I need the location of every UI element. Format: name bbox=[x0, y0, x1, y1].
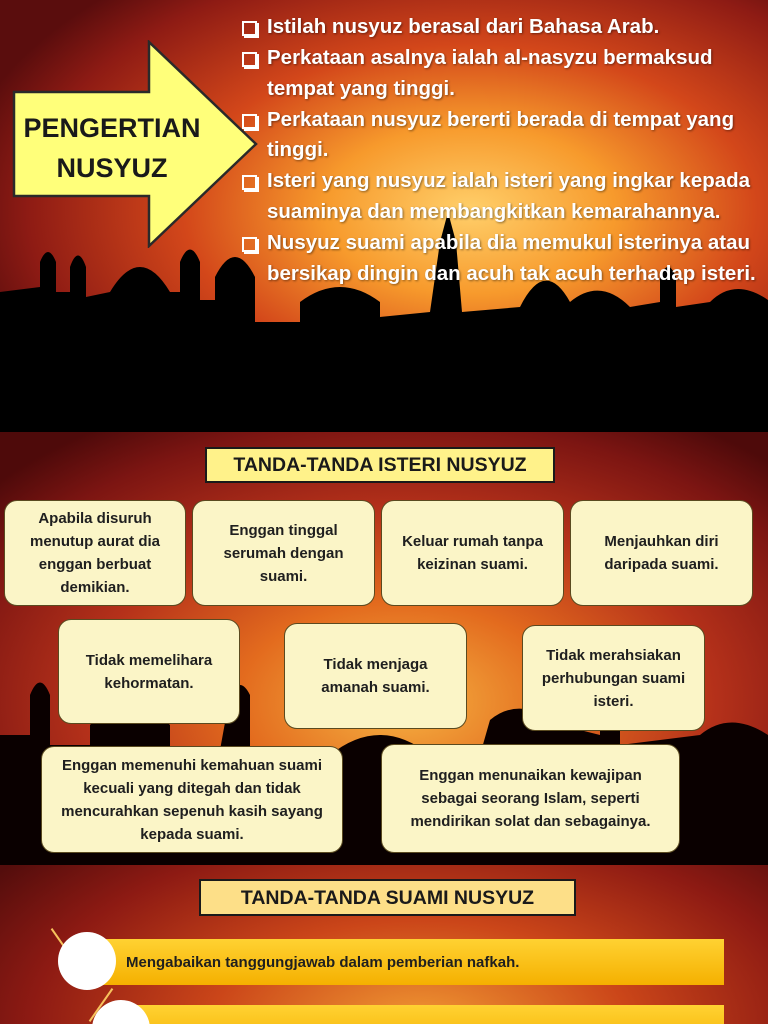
definition-point: Perkataan asalnya ialah al-nasyzu bermaksud tempat yang tinggi. bbox=[238, 43, 762, 104]
wife-sign-card: Enggan memenuhi kemahuan suami kecuali yang ditegah dan tidak mencurahkan sepenuh kasih sayang kepada suami. bbox=[41, 746, 343, 853]
wife-sign-card: Tidak menjaga amanah suami. bbox=[284, 623, 467, 729]
husband-sign-item-partial bbox=[130, 1005, 724, 1024]
wife-sign-card: Enggan menunaikan kewajipan sebagai seorang Islam, seperti mendirikan solat dan sebagainya. bbox=[381, 744, 680, 853]
wife-sign-card: Keluar rumah tanpa keizinan suami. bbox=[381, 500, 564, 606]
wife-sign-card: Menjauhkan diri daripada suami. bbox=[570, 500, 753, 606]
timeline-circle-icon bbox=[58, 932, 116, 990]
checkbox-bullet-icon bbox=[242, 114, 257, 129]
checkbox-bullet-icon bbox=[242, 237, 257, 252]
husband-signs-title: TANDA-TANDA SUAMI NUSYUZ bbox=[199, 879, 576, 916]
definition-point: Nusyuz suami apabila dia memukul isterinya atau bersikap dingin dan acuh tak acuh terhadap isteri. bbox=[238, 228, 762, 289]
checkbox-bullet-icon bbox=[242, 21, 257, 36]
definition-points bbox=[238, 12, 762, 290]
definition-title-line1: PENGERTIAN bbox=[23, 113, 201, 143]
definition-point: Isteri yang nusyuz ialah isteri yang ingkar kepada suaminya dan membangkitkan kemarahannya. bbox=[238, 166, 762, 227]
wife-signs-title: TANDA-TANDA ISTERI NUSYUZ bbox=[205, 447, 555, 483]
wife-sign-card: Tidak memelihara kehormatan. bbox=[58, 619, 240, 724]
wife-sign-card: Apabila disuruh menutup aurat dia enggan berbuat demikian. bbox=[4, 500, 186, 606]
husband-signs-section bbox=[0, 865, 768, 1024]
definition-section bbox=[0, 0, 768, 432]
definition-title-line2: NUSYUZ bbox=[56, 153, 168, 183]
wife-signs-section bbox=[0, 432, 768, 865]
husband-sign-item: Mengabaikan tanggungjawab dalam pemberian nafkah. bbox=[96, 939, 724, 985]
definition-point: Perkataan nusyuz bererti berada di tempat yang tinggi. bbox=[238, 105, 762, 166]
definition-point: Istilah nusyuz berasal dari Bahasa Arab. bbox=[238, 12, 762, 43]
checkbox-bullet-icon bbox=[242, 52, 257, 67]
definition-title bbox=[12, 108, 212, 188]
checkbox-bullet-icon bbox=[242, 175, 257, 190]
wife-sign-card: Tidak merahsiakan perhubungan suami isteri. bbox=[522, 625, 705, 731]
wife-sign-card: Enggan tinggal serumah dengan suami. bbox=[192, 500, 375, 606]
